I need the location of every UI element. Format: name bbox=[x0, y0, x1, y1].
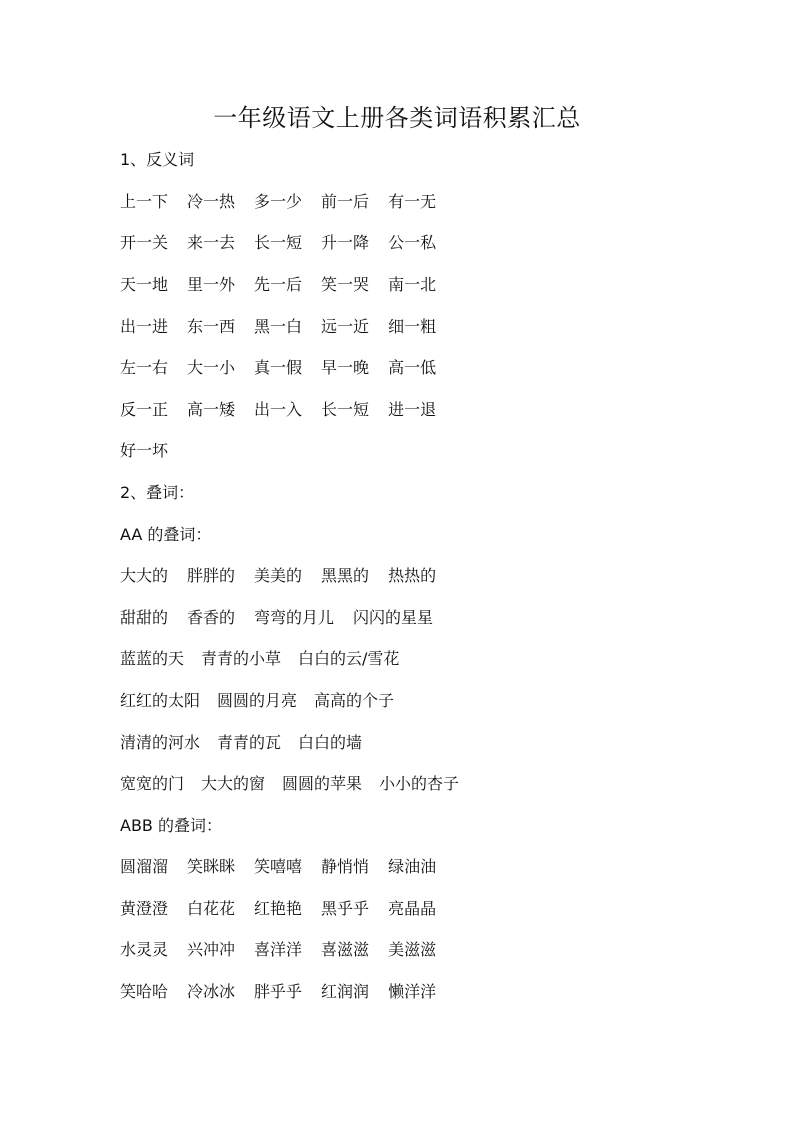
antonym-pair: 高一矮 bbox=[187, 400, 236, 419]
antonym-pair: 冷一热 bbox=[187, 192, 236, 211]
abb-row bbox=[120, 980, 455, 1004]
antonym-pair: 公一私 bbox=[388, 233, 437, 252]
abb-word: 红艳艳 bbox=[254, 899, 303, 918]
abb-word: 喜洋洋 bbox=[254, 940, 303, 959]
aa-word: 黑黑的 bbox=[321, 566, 370, 585]
antonym-pair: 升一降 bbox=[321, 233, 370, 252]
antonym-pair: 反一正 bbox=[120, 400, 169, 419]
subheading-aa: AA 的叠词： bbox=[120, 525, 212, 544]
abb-word: 胖乎乎 bbox=[254, 982, 303, 1001]
aa-word: 胖胖的 bbox=[187, 566, 236, 585]
antonym-pair: 真一假 bbox=[254, 358, 303, 377]
antonym-row bbox=[120, 231, 455, 255]
aa-word: 清清的河水 bbox=[120, 733, 201, 752]
antonym-pair: 出一入 bbox=[254, 400, 303, 419]
abb-word: 笑眯眯 bbox=[187, 857, 236, 876]
aa-word: 青青的瓦 bbox=[217, 733, 282, 752]
aa-word: 白白的墙 bbox=[298, 733, 363, 752]
antonym-pair: 好一坏 bbox=[120, 441, 169, 460]
antonym-pair: 黑一白 bbox=[254, 317, 303, 336]
abb-word: 笑哈哈 bbox=[120, 982, 169, 1001]
antonym-pair: 前一后 bbox=[321, 192, 370, 211]
abb-word: 红润润 bbox=[321, 982, 370, 1001]
aa-word: 圆圆的月亮 bbox=[217, 691, 298, 710]
abb-word: 亮晶晶 bbox=[388, 899, 437, 918]
aa-row bbox=[120, 564, 455, 588]
antonym-row bbox=[120, 315, 455, 339]
antonym-row bbox=[120, 398, 455, 422]
antonym-pair: 笑一哭 bbox=[321, 275, 370, 294]
abb-row bbox=[120, 855, 455, 879]
aa-word: 闪闪的星星 bbox=[353, 608, 434, 627]
aa-word: 热热的 bbox=[388, 566, 437, 585]
aa-word: 圆圆的苹果 bbox=[282, 774, 363, 793]
section-heading-reduplicated: 2、叠词： bbox=[120, 483, 195, 502]
subheading-abb: ABB 的叠词： bbox=[120, 816, 222, 835]
aa-word: 弯弯的月儿 bbox=[254, 608, 335, 627]
abb-word: 绿油油 bbox=[388, 857, 437, 876]
aa-row bbox=[120, 772, 476, 796]
antonym-row bbox=[120, 356, 455, 380]
aa-word: 大大的窗 bbox=[201, 774, 266, 793]
page-title: 一年级语文上册各类词语积累汇总 bbox=[213, 104, 581, 132]
abb-word: 白花花 bbox=[187, 899, 236, 918]
abb-word: 懒洋洋 bbox=[388, 982, 437, 1001]
aa-word: 香香的 bbox=[187, 608, 236, 627]
section-heading-antonyms: 1、反义词 bbox=[120, 150, 195, 169]
aa-word: 青青的小草 bbox=[201, 649, 282, 668]
antonym-pair: 来一去 bbox=[187, 233, 236, 252]
abb-word: 兴冲冲 bbox=[187, 940, 236, 959]
antonym-pair: 左一右 bbox=[120, 358, 169, 377]
aa-word: 高高的个子 bbox=[314, 691, 395, 710]
antonym-pair: 里一外 bbox=[187, 275, 236, 294]
antonym-pair: 远一近 bbox=[321, 317, 370, 336]
aa-row bbox=[120, 731, 379, 755]
antonym-pair: 东一西 bbox=[187, 317, 236, 336]
abb-word: 冷冰冰 bbox=[187, 982, 236, 1001]
antonym-pair: 早一晚 bbox=[321, 358, 370, 377]
abb-row bbox=[120, 938, 455, 962]
abb-row bbox=[120, 897, 455, 921]
abb-word: 静悄悄 bbox=[321, 857, 370, 876]
aa-word: 甜甜的 bbox=[120, 608, 169, 627]
abb-word: 笑嘻嘻 bbox=[254, 857, 303, 876]
abb-word: 黑乎乎 bbox=[321, 899, 370, 918]
abb-word: 喜滋滋 bbox=[321, 940, 370, 959]
aa-row bbox=[120, 606, 452, 630]
aa-word: 红红的太阳 bbox=[120, 691, 201, 710]
aa-word: 宽宽的门 bbox=[120, 774, 185, 793]
aa-word: 蓝蓝的天 bbox=[120, 649, 185, 668]
aa-word: 大大的 bbox=[120, 566, 169, 585]
aa-word: 美美的 bbox=[254, 566, 303, 585]
antonym-pair: 细一粗 bbox=[388, 317, 437, 336]
abb-word: 圆溜溜 bbox=[120, 857, 169, 876]
abb-word: 美滋滋 bbox=[388, 940, 437, 959]
antonym-pair: 高一低 bbox=[388, 358, 437, 377]
antonym-row bbox=[120, 190, 455, 214]
antonym-pair: 长一短 bbox=[321, 400, 370, 419]
antonym-pair: 出一进 bbox=[120, 317, 169, 336]
antonym-pair: 南一北 bbox=[388, 275, 437, 294]
aa-word: 白白的云/雪花 bbox=[298, 649, 400, 668]
antonym-pair: 长一短 bbox=[254, 233, 303, 252]
antonym-pair: 有一无 bbox=[388, 192, 437, 211]
antonym-pair: 先一后 bbox=[254, 275, 303, 294]
antonym-pair: 天一地 bbox=[120, 275, 169, 294]
abb-word: 水灵灵 bbox=[120, 940, 169, 959]
antonym-pair: 上一下 bbox=[120, 192, 169, 211]
abb-word: 黄澄澄 bbox=[120, 899, 169, 918]
aa-word: 小小的杏子 bbox=[379, 774, 460, 793]
antonym-pair: 多一少 bbox=[254, 192, 303, 211]
antonym-pair: 大一小 bbox=[187, 358, 236, 377]
antonym-row bbox=[120, 273, 455, 297]
antonym-pair: 开一关 bbox=[120, 233, 169, 252]
aa-row bbox=[120, 689, 411, 713]
aa-row bbox=[120, 647, 416, 671]
antonym-row bbox=[120, 439, 187, 463]
antonym-pair: 进一退 bbox=[388, 400, 437, 419]
